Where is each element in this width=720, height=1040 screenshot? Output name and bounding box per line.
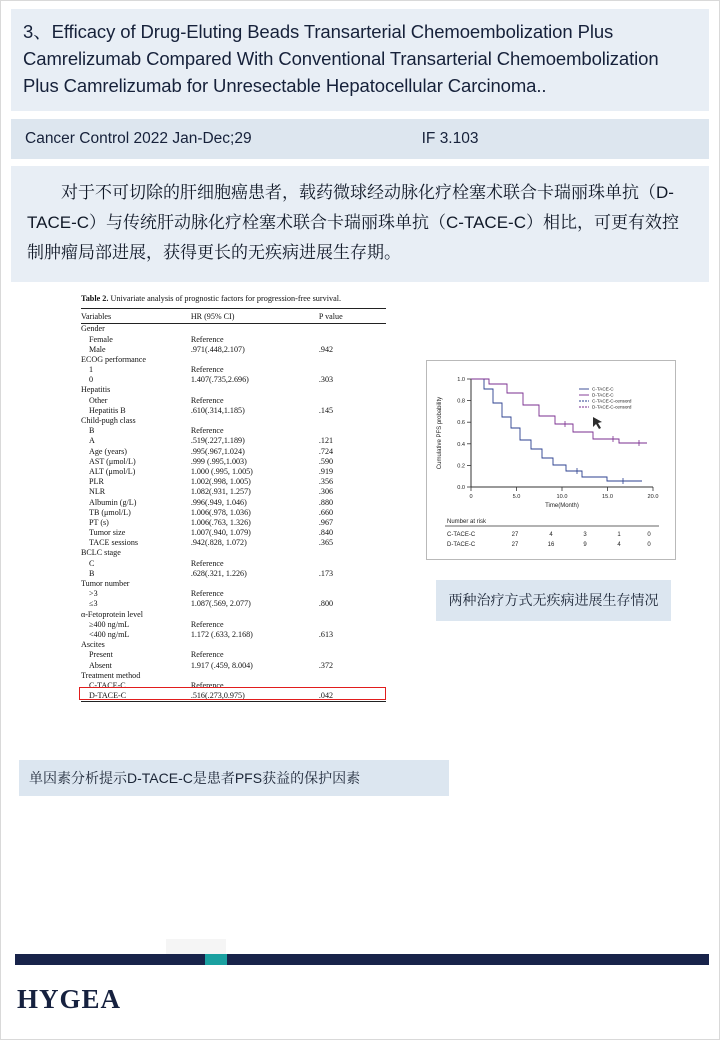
table-row (81, 405, 386, 415)
table-cell-pvalue: .145 (318, 405, 334, 415)
table-cell-variable: Absent (89, 660, 112, 670)
table-cell-pvalue: .967 (318, 517, 334, 527)
table-cell-hr (191, 548, 319, 558)
table-row (81, 477, 386, 487)
brand-logo-text: HYGEA (17, 984, 122, 1014)
table-cell-variable: Albumin (g/L) (89, 497, 137, 507)
table-cell-pvalue (319, 395, 386, 405)
table-cell-hr: .628(.321, 1.226) (190, 568, 247, 578)
table-cell-hr: 1.407(.735,2.696) (190, 375, 249, 385)
col-variables: Variables (81, 309, 191, 323)
table-cell-hr: .519(.227,1.189) (190, 436, 245, 446)
table-cell-hr: .942(.828, 1.072) (190, 538, 247, 548)
table-cell-pvalue (319, 640, 386, 650)
svg-text:Time(Month): Time(Month) (545, 502, 579, 509)
table-row (81, 589, 386, 599)
table-row (81, 517, 386, 527)
svg-text:0: 0 (647, 531, 651, 538)
svg-text:3: 3 (583, 531, 587, 538)
table-cell-hr (191, 640, 319, 650)
table-row (81, 436, 386, 446)
table-cell-variable: D-TACE-C (81, 690, 191, 701)
table-cell-hr (191, 415, 319, 425)
table-cell-variable: 0 (89, 375, 94, 385)
table-cell-hr (191, 323, 319, 334)
table-cell-variable: B (89, 568, 95, 578)
svg-text:4: 4 (617, 541, 621, 548)
svg-text:0: 0 (469, 493, 473, 500)
table-cell-hr (191, 385, 319, 395)
table-cell-pvalue (319, 609, 386, 619)
svg-text:1.0: 1.0 (457, 376, 465, 383)
table-row (81, 558, 386, 568)
table-cell-pvalue: .365 (318, 538, 334, 548)
table-row (81, 640, 386, 650)
table-cell-variable: Other (89, 395, 108, 405)
table-cell-hr: 1.006(.978, 1.036) (190, 507, 251, 517)
table-caption-text: Univariate analysis of prognostic factors for progression-free survival. (110, 293, 342, 303)
table-body (81, 323, 386, 701)
table-row (81, 466, 386, 476)
table-cell-variable: C (89, 558, 95, 568)
table-cell-hr: Reference (190, 395, 224, 405)
table-cell-pvalue (319, 415, 386, 425)
svg-text:Number at risk: Number at risk (447, 518, 487, 525)
table-row (81, 548, 386, 558)
table-row (81, 650, 386, 660)
col-hr: HR (95% CI) (191, 309, 319, 323)
svg-text:0.2: 0.2 (457, 463, 465, 470)
table-cell-hr: 1.006(.763, 1.326) (190, 517, 251, 527)
conclusion-band (11, 166, 709, 281)
table-cell-pvalue: .306 (318, 487, 334, 497)
table-row (81, 446, 386, 456)
table-cell-pvalue (319, 548, 386, 558)
table-cell-variable: TACE sessions (89, 538, 139, 548)
footer-segment-accent (205, 954, 227, 965)
table-cell-pvalue: .121 (318, 436, 334, 446)
table-cell-variable: Present (89, 650, 113, 660)
table-row (81, 385, 386, 395)
svg-text:27: 27 (511, 541, 519, 548)
table-cell-hr: Reference (190, 650, 224, 660)
footer-segment-right (227, 954, 709, 965)
page-title: 3、Efficacy of Drug-Eluting Beads Transarterial Chemoembolization Plus Camrelizumab Compared With Conventional Transarterial Chemoembolization Plus Camrelizumab for Unresectable Hepatocellular Carcinoma.. (23, 21, 659, 96)
svg-text:D-TACE-C-censord: D-TACE-C-censord (592, 404, 632, 410)
table-cell-variable: BCLC stage (81, 548, 121, 558)
table-cell-hr: .610(.314,1.185) (190, 405, 245, 415)
table-cell-pvalue: .919 (318, 466, 334, 476)
table-cell-pvalue: .372 (318, 660, 334, 670)
impact-factor: IF 3.103 (421, 130, 479, 148)
table-cell-variable: Male (89, 344, 106, 354)
table-row (81, 629, 386, 639)
svg-text:0.8: 0.8 (457, 398, 465, 405)
table-cell-variable: Treatment method (81, 670, 141, 680)
table-row (81, 609, 386, 619)
table-row (81, 323, 386, 334)
table-cell-variable: Tumor number (81, 579, 130, 588)
table-cell-variable: ALT (μmol/L) (89, 466, 136, 476)
table-header-row (81, 309, 386, 323)
table-cell-hr: .999 (.995,1.003) (190, 456, 247, 466)
table-figure (81, 294, 386, 702)
svg-text:4: 4 (549, 531, 553, 538)
svg-text:Cumulative PFS probability: Cumulative PFS probability (437, 396, 443, 469)
table-cell-pvalue: .840 (318, 528, 334, 538)
table-row (81, 456, 386, 466)
table-row (81, 334, 386, 344)
table-cell-hr: 1.087(.569, 2.077) (190, 599, 251, 609)
table-cell-variable: Age (years) (89, 446, 127, 456)
table-cell-pvalue: .880 (318, 497, 334, 507)
table-cell-pvalue (319, 354, 386, 364)
table-cell-hr: Reference (190, 365, 224, 375)
table-cell-pvalue (319, 589, 386, 599)
table-cell-variable: TB (μmol/L) (89, 507, 131, 517)
table-cell-pvalue (319, 650, 386, 660)
table-cell-hr: .516(.273,0.975) (191, 690, 319, 701)
table-cell-hr: .996(.949, 1.046) (190, 497, 247, 507)
table-row (81, 415, 386, 425)
table-row (81, 568, 386, 578)
table-cell-variable: 1 (89, 365, 94, 375)
table-cell-pvalue: .356 (318, 477, 334, 487)
table-cell-hr: Reference (190, 426, 224, 436)
table-row (81, 375, 386, 385)
journal-band (11, 119, 709, 159)
table-cell-variable: AST (μmol/L) (89, 456, 136, 466)
svg-text:C-TACE-C-censord: C-TACE-C-censord (592, 398, 632, 404)
table-cell-pvalue (319, 364, 386, 374)
table-row (81, 395, 386, 405)
col-p: P value (319, 309, 386, 323)
table-cell-hr: 1.917 (.459, 8.004) (190, 660, 253, 670)
svg-text:9: 9 (583, 541, 587, 548)
table-row (81, 527, 386, 537)
svg-text:10.0: 10.0 (556, 493, 568, 500)
table-cell-pvalue (319, 619, 386, 629)
table-cell-variable: α-Fetoprotein level (81, 609, 144, 619)
table-row (81, 619, 386, 629)
table-cell-pvalue (319, 558, 386, 568)
svg-text:27: 27 (511, 531, 519, 538)
table-cell-hr (191, 578, 319, 588)
table-cell-variable: Gender (81, 324, 105, 334)
km-plot-svg (427, 361, 675, 559)
svg-text:5.0: 5.0 (512, 493, 521, 500)
table-cell-variable: NLR (89, 487, 106, 497)
table-cell-hr: Reference (190, 619, 224, 629)
table-cell-hr (191, 354, 319, 364)
table-cell-pvalue (319, 323, 386, 334)
table-row (81, 344, 386, 354)
svg-text:16: 16 (547, 541, 555, 548)
km-caption-band (436, 580, 671, 621)
table-cell-variable: B (89, 426, 95, 436)
table-cell-pvalue (319, 385, 386, 395)
table-row (81, 578, 386, 588)
table-cell-variable: Hepatitis B (89, 405, 126, 415)
table-cell-variable: PLR (89, 477, 104, 487)
svg-text:D-TACE-C: D-TACE-C (447, 541, 476, 548)
table-row (81, 487, 386, 497)
table-cell-pvalue: .613 (318, 629, 334, 639)
svg-text:0: 0 (647, 541, 651, 548)
table-cell-hr: 1.172 (.633, 2.168) (190, 629, 253, 639)
table-row (81, 364, 386, 374)
table-cell-variable: ≥400 ng/mL (89, 619, 130, 629)
figures-area (1, 288, 719, 808)
table-cell-variable: C-TACE-C (89, 680, 126, 690)
svg-text:0.0: 0.0 (457, 484, 465, 491)
svg-text:C-TACE-C: C-TACE-C (447, 531, 476, 538)
table-row (81, 507, 386, 517)
table-cell-hr: Reference (190, 680, 224, 690)
table-cell-pvalue: .042 (319, 690, 386, 701)
table-cell-hr: Reference (190, 334, 224, 344)
table-caption-band-text: 单因素分析提示D-TACE-C是患者PFS获益的保护因素 (29, 769, 361, 786)
table-cell-pvalue (319, 334, 386, 344)
univariate-table (81, 308, 386, 701)
svg-text:0.6: 0.6 (457, 419, 465, 426)
km-caption-text: 两种治疗方式无疾病进展生存情况 (448, 591, 659, 608)
table-cell-hr: 1.000 (.995, 1.005) (190, 466, 253, 476)
table-cell-pvalue (319, 578, 386, 588)
table-cell-variable: Female (89, 334, 113, 344)
table-cell-pvalue (319, 670, 386, 680)
table-cell-pvalue: .724 (318, 446, 334, 456)
table-cell-pvalue (319, 680, 386, 690)
journal-citation: Cancer Control 2022 Jan-Dec;29 (25, 130, 252, 148)
table-row (81, 680, 386, 690)
table-cell-variable: Ascites (81, 640, 105, 650)
table-cell-hr (191, 609, 319, 619)
table-cell-pvalue: .590 (318, 456, 334, 466)
table-row (81, 670, 386, 680)
table-cell-pvalue: .660 (318, 507, 334, 517)
svg-text:15.0: 15.0 (602, 493, 613, 500)
footer-segment-left (15, 954, 205, 965)
svg-text:1: 1 (617, 531, 621, 538)
table-cell-variable: >3 (89, 589, 98, 599)
svg-text:0.4: 0.4 (457, 441, 465, 448)
table-cell-hr (191, 670, 319, 680)
table-cell-pvalue (319, 426, 386, 436)
table-cell-pvalue: .303 (318, 375, 334, 385)
conclusion-text: 对于不可切除的肝细胞癌患者，载药微球经动脉化疗栓塞术联合卡瑞丽珠单抗（D-TACE-C）与传统肝动脉化疗栓塞术联合卡瑞丽珠单抗（C-TACE-C）相比，可更有效控制肿瘤局部进展，获得更长的无疾病进展生存期。 (27, 183, 679, 262)
table-cell-pvalue: .800 (318, 599, 334, 609)
table-row (81, 599, 386, 609)
table-row (81, 538, 386, 548)
table-cell-variable: Tumor size (89, 528, 126, 538)
table-cell-variable: PT (s) (89, 517, 109, 527)
table-row (81, 690, 386, 701)
table-cell-variable: ≤3 (89, 599, 98, 609)
table-cell-pvalue: .173 (318, 568, 334, 578)
table-cell-hr: 1.002(.998, 1.005) (190, 477, 251, 487)
table-cell-variable: ECOG performance (81, 354, 146, 364)
table-cell-variable: A (89, 436, 95, 446)
table-cell-hr: Reference (190, 589, 224, 599)
table-row (81, 660, 386, 670)
table-row (81, 497, 386, 507)
title-band (11, 9, 709, 111)
table-cell-hr: 1.007(.940, 1.079) (190, 528, 251, 538)
table-row (81, 354, 386, 364)
table-caption (81, 294, 386, 305)
svg-text:D-TACE-C: D-TACE-C (592, 392, 614, 398)
svg-text:C-TACE-C: C-TACE-C (592, 386, 614, 392)
table-row (81, 426, 386, 436)
footer-bar (15, 954, 709, 965)
table-caption-label: Table 2. (81, 293, 109, 303)
svg-text:20.0: 20.0 (647, 493, 659, 500)
table-cell-hr: .971(.448,2.107) (190, 344, 245, 354)
table-cell-variable: <400 ng/mL (89, 629, 130, 639)
table-caption-band (19, 760, 449, 796)
km-plot-figure (426, 360, 676, 560)
table-cell-pvalue: .942 (318, 344, 334, 354)
table-cell-variable: Hepatitis (81, 385, 111, 395)
table-cell-hr: .995(.967,1.024) (190, 446, 245, 456)
table-cell-hr: Reference (190, 558, 224, 568)
table-cell-hr: 1.082(.931, 1.257) (190, 487, 251, 497)
table-cell-variable: Child-pugh class (81, 416, 136, 425)
